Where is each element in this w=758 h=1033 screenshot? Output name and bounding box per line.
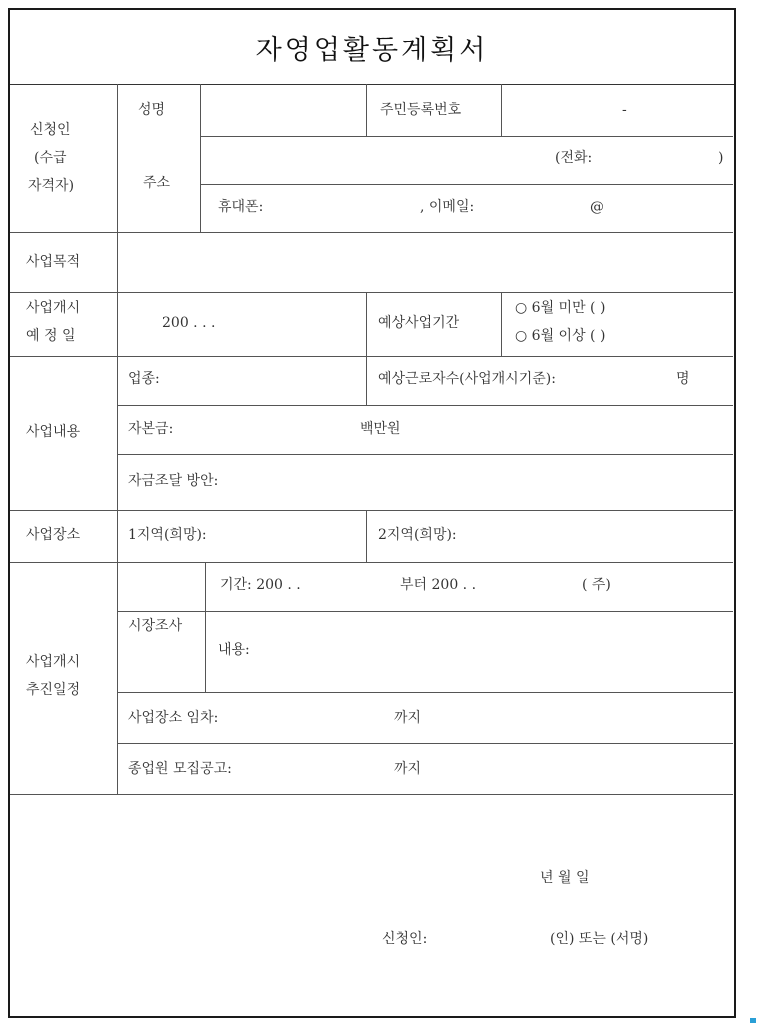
- column-divider: [366, 356, 367, 405]
- period-option-over-6m[interactable]: ○ 6월 이상 ( ): [515, 328, 606, 344]
- address-label: 주소: [143, 175, 171, 191]
- email-at: @: [590, 199, 604, 215]
- row-divider: [10, 794, 733, 795]
- market-survey-label: 시장조사: [128, 618, 183, 634]
- email-label: , 이메일:: [420, 199, 475, 215]
- column-divider: [366, 510, 367, 562]
- survey-period-weeks: ( 주): [582, 577, 611, 593]
- survey-period-label: 기간: 200 . .: [220, 577, 301, 593]
- signature-seal[interactable]: (인) 또는 (서명): [550, 931, 649, 947]
- row-divider: [10, 292, 733, 293]
- name-label: 성명: [138, 102, 166, 118]
- form-title: 자영업활동계획서: [10, 10, 734, 85]
- row-divider: [117, 454, 733, 455]
- phone-label: (전화:: [555, 150, 593, 166]
- start-label: 예 정 일: [26, 328, 76, 344]
- id-number-field[interactable]: -: [622, 102, 627, 118]
- industry-label: 업종:: [128, 371, 160, 387]
- id-number-label: 주민등록번호: [380, 102, 462, 118]
- recruit-label: 종업원 모집공고:: [128, 761, 232, 777]
- place-label: 사업장소: [26, 527, 81, 543]
- row-divider: [10, 356, 733, 357]
- corner-marker: [750, 1018, 756, 1023]
- row-divider: [117, 743, 733, 744]
- lease-until: 까지: [394, 710, 422, 726]
- schedule-label: 추진일정: [26, 682, 81, 698]
- purpose-field[interactable]: [125, 240, 725, 284]
- signature-applicant-label: 신청인:: [382, 931, 428, 947]
- applicant-label: 자격자): [28, 178, 75, 194]
- region2-label: 2지역(희망):: [378, 527, 457, 543]
- funding-label: 자금조달 방안:: [128, 473, 219, 489]
- row-divider: [117, 611, 733, 612]
- column-divider: [501, 84, 502, 136]
- column-divider: [200, 84, 201, 232]
- column-divider: [501, 292, 502, 356]
- row-divider: [117, 692, 733, 693]
- capital-label: 자본금:: [128, 421, 174, 437]
- schedule-label: 사업개시: [26, 654, 81, 670]
- row-divider: [10, 510, 733, 511]
- phone-close: ): [718, 150, 724, 166]
- column-divider: [117, 84, 118, 794]
- survey-period-from: 부터 200 . .: [400, 577, 477, 593]
- form-frame: [8, 8, 736, 1018]
- purpose-label: 사업목적: [26, 254, 81, 270]
- name-field[interactable]: [210, 94, 358, 128]
- region1-label: 1지역(희망):: [128, 527, 207, 543]
- row-divider: [10, 562, 733, 563]
- start-date-field[interactable]: 200 . . .: [162, 315, 216, 331]
- content-label: 사업내용: [26, 424, 81, 440]
- capital-unit: 백만원: [360, 421, 401, 437]
- row-divider: [117, 405, 733, 406]
- column-divider: [366, 292, 367, 356]
- recruit-until: 까지: [394, 761, 422, 777]
- row-divider: [10, 232, 733, 233]
- column-divider: [366, 84, 367, 136]
- survey-detail-label: 내용:: [218, 642, 250, 658]
- signature-date: 년 월 일: [540, 870, 590, 886]
- period-label: 예상사업기간: [378, 315, 460, 331]
- row-divider: [200, 136, 733, 137]
- column-divider: [205, 562, 206, 692]
- period-option-under-6m[interactable]: ○ 6월 미만 ( ): [515, 300, 606, 316]
- applicant-label: (수급: [34, 150, 67, 166]
- applicant-label: 신청인: [30, 122, 71, 138]
- workers-label: 예상근로자수(사업개시기준):: [378, 371, 556, 387]
- workers-unit: 명: [676, 371, 690, 387]
- start-label: 사업개시: [26, 300, 81, 316]
- lease-label: 사업장소 임차:: [128, 710, 219, 726]
- row-divider: [200, 184, 733, 185]
- mobile-label: 휴대폰:: [218, 199, 264, 215]
